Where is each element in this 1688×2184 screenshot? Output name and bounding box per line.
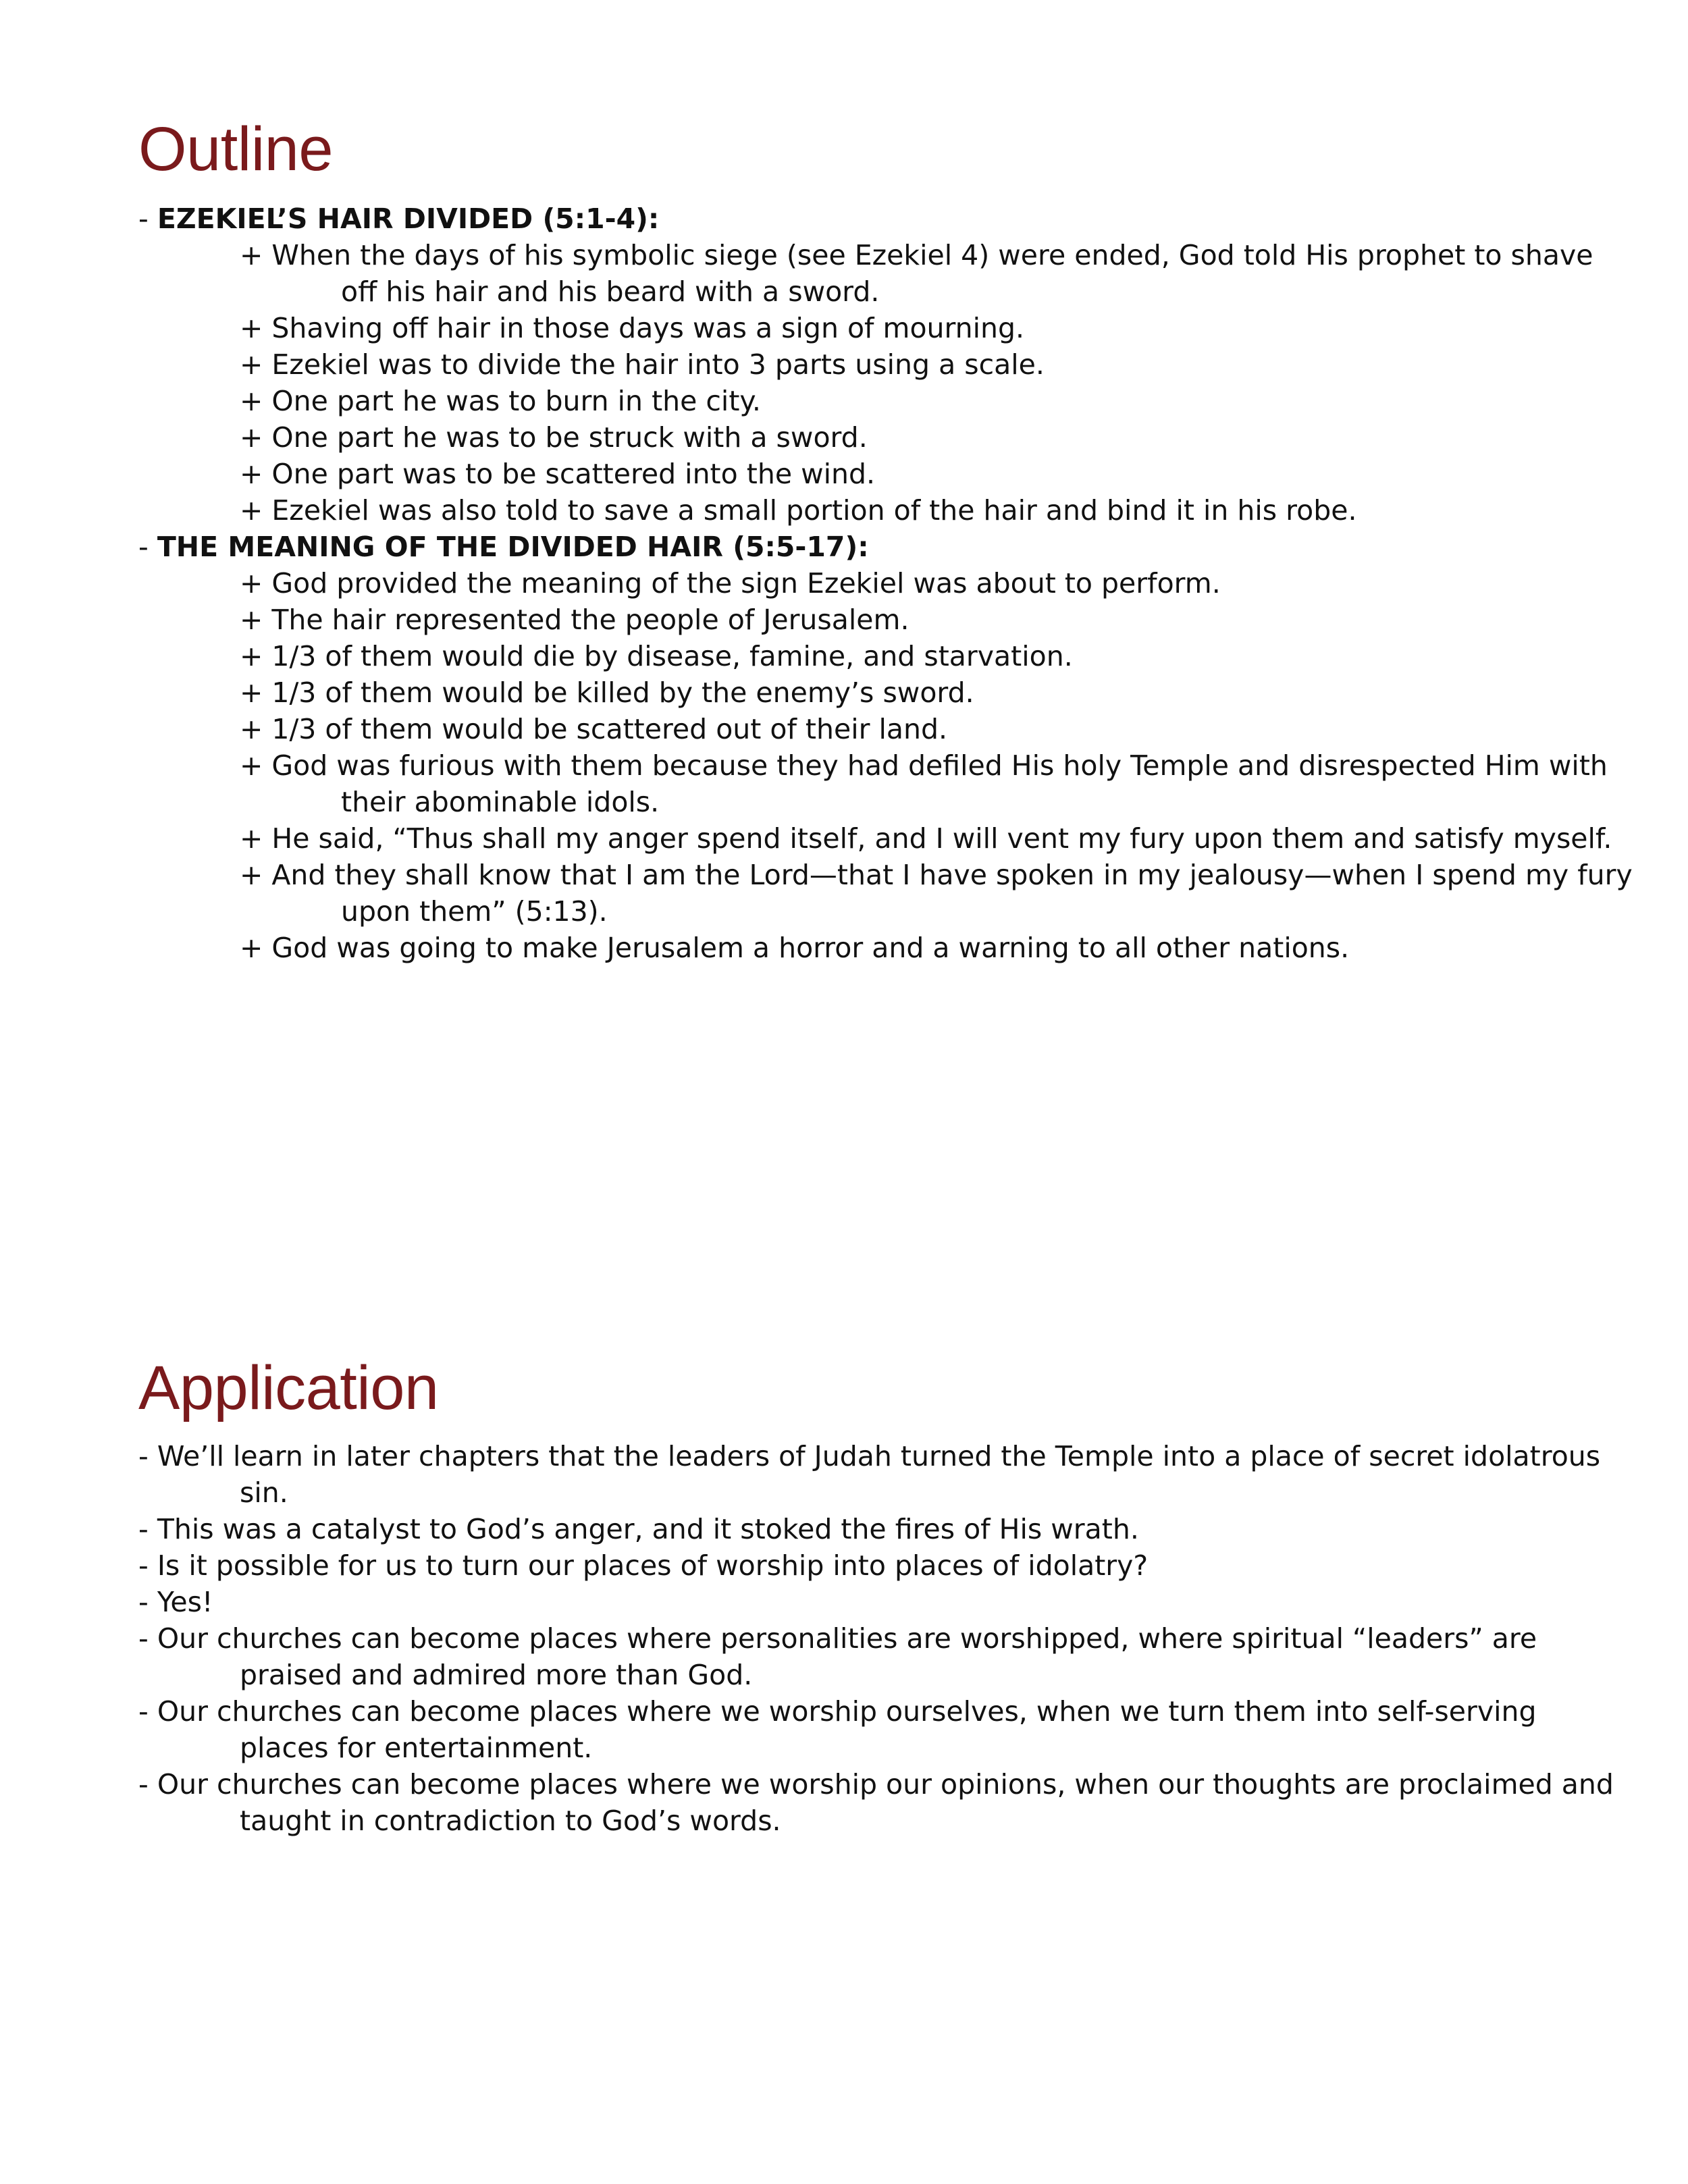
outline-item-text: + The hair represented the people of Jerusalem. — [240, 604, 909, 636]
application-item: - Our churches can become places where we worship ourselves, when we turn them into self-serving — [138, 1695, 1537, 1728]
application-item: - Is it possible for us to turn our places of worship into places of idolatry? — [138, 1549, 1149, 1582]
outline-item-text: + Shaving off hair in those days was a sign of mourning. — [240, 312, 1025, 344]
outline-item — [138, 820, 1612, 857]
application-item: sin. — [240, 1476, 288, 1509]
application-item: - Yes! — [138, 1586, 213, 1618]
outline-item-text: + One part he was to be struck with a sword. — [240, 421, 868, 454]
outline-item-text: + One part he was to burn in the city. — [240, 385, 761, 417]
outline-item-text: + Ezekiel was also told to save a small portion of the hair and bind it in his robe. — [240, 494, 1357, 527]
outline-item-text: upon them” (5:13). — [341, 895, 608, 928]
outline-item-text: + He said, “Thus shall my anger spend itself, and I will vent my fury upon them and satisfy myself. — [240, 822, 1612, 855]
outline-item — [138, 492, 1590, 529]
outline-item-text: their abominable idols. — [341, 786, 660, 818]
application-item: - Our churches can become places where we worship our opinions, when our thoughts are proclaimed and — [138, 1768, 1614, 1801]
outline-item — [138, 893, 1590, 930]
outline-item-text: + God provided the meaning of the sign Ezekiel was about to perform. — [240, 567, 1221, 600]
outline-item — [138, 383, 1590, 419]
application-title: Application — [138, 1354, 439, 1422]
application-item: taught in contradiction to God’s words. — [240, 1805, 781, 1837]
outline-list — [138, 201, 1633, 966]
application-item: - This was a catalyst to God’s anger, and it stoked the fires of His wrath. — [138, 1513, 1139, 1545]
outline-item-text: + 1/3 of them would be scattered out of their land. — [240, 713, 948, 745]
outline-item-text: + 1/3 of them would die by disease, famine, and starvation. — [240, 640, 1073, 672]
outline-item — [138, 747, 1608, 784]
outline-heading — [138, 201, 1590, 237]
application-item: - Our churches can become places where personalities are worshipped, where spiritual “leaders” are — [138, 1622, 1537, 1655]
outline-heading — [138, 529, 1590, 565]
outline-item — [138, 346, 1590, 383]
outline-item — [138, 638, 1590, 674]
outline-item-text: + Ezekiel was to divide the hair into 3 parts using a scale. — [240, 348, 1045, 381]
outline-item — [138, 602, 1590, 638]
outline-item-text: + One part was to be scattered into the wind. — [240, 458, 876, 490]
outline-title: Outline — [138, 115, 333, 184]
outline-item — [138, 273, 1590, 310]
outline-item — [138, 857, 1633, 893]
outline-item — [138, 310, 1590, 346]
outline-item — [138, 237, 1593, 273]
outline-item — [138, 456, 1590, 492]
application-list — [138, 1438, 1614, 1839]
application-item: praised and admired more than God. — [240, 1659, 753, 1691]
outline-item-text: + And they shall know that I am the Lord—that I have spoken in my jealousy—when I spend my fury — [240, 859, 1633, 891]
outline-item-text: off his hair and his beard with a sword. — [341, 275, 880, 308]
outline-heading-dash: - — [138, 531, 157, 563]
outline-heading-text: THE MEANING OF THE DIVIDED HAIR (5:5-17): — [157, 531, 869, 563]
outline-heading-text: EZEKIEL’S HAIR DIVIDED (5:1-4): — [157, 203, 660, 235]
outline-item — [138, 711, 1590, 747]
outline-item — [138, 419, 1590, 456]
outline-item-text: + God was furious with them because they had defiled His holy Temple and disrespected Him with — [240, 749, 1608, 782]
outline-item — [138, 565, 1590, 602]
outline-item — [138, 930, 1590, 966]
application-item: - We’ll learn in later chapters that the leaders of Judah turned the Temple into a place of secret idolatrous — [138, 1440, 1601, 1472]
outline-item-text: + When the days of his symbolic siege (see Ezekiel 4) were ended, God told His prophet to shave — [240, 239, 1593, 271]
outline-item-text: + God was going to make Jerusalem a horror and a warning to all other nations. — [240, 932, 1350, 964]
outline-item — [138, 674, 1590, 711]
outline-item — [138, 784, 1590, 820]
application-item: places for entertainment. — [240, 1732, 593, 1764]
outline-item-text: + 1/3 of them would be killed by the enemy’s sword. — [240, 676, 974, 709]
outline-heading-dash: - — [138, 203, 157, 235]
